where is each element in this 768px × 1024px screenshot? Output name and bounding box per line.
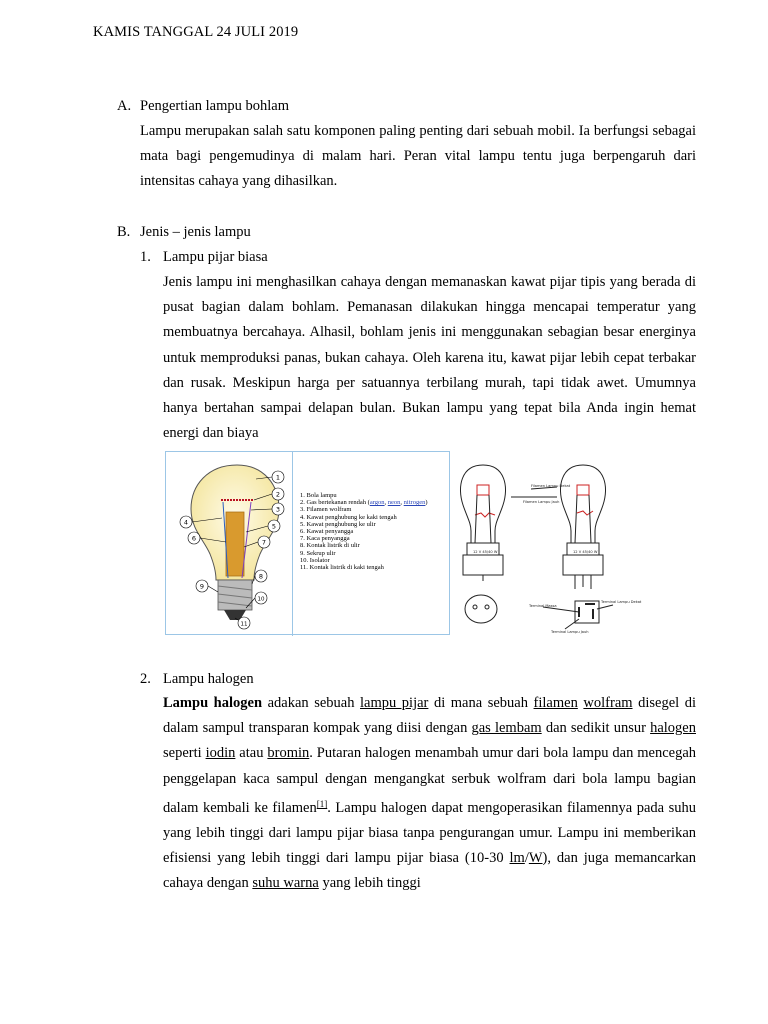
section-b-title: Jenis – jenis lampu — [140, 224, 251, 240]
callout-6: 6 — [191, 534, 197, 543]
legend-item: 9. Sekrup ulir — [300, 549, 336, 557]
callout-10: 10 — [257, 596, 265, 603]
headlamp-bulb-drawing — [453, 457, 642, 635]
link-lm[interactable]: lm — [509, 850, 525, 867]
label-terminal-dekat: Terminal Lampu Dekat — [601, 600, 642, 604]
callout-1: 1 — [275, 473, 281, 482]
link-bromin[interactable]: bromin — [267, 745, 310, 762]
section-a-title: Pengertian lampu bohlam — [140, 98, 289, 114]
callout-4: 4 — [183, 518, 189, 527]
section-a-paragraph: Lampu merupakan salah satu komponen paling penting dari sebuah mobil. Ia berfungsi sebagai mata bagi pengemudinya di malam hari. Peran vital lampu tentu juga berpengaruh dari intensitas cahaya yang dihasilkan. — [140, 123, 696, 190]
legend-item: 5. Kawat penghubung ke ulir — [300, 520, 376, 528]
incandescent-bulb-drawing — [166, 452, 292, 634]
callout-8: 8 — [258, 572, 264, 581]
legend-item: 4. Kawat penghubung ke kaki tengah — [300, 513, 397, 521]
item1-paragraph: Jenis lampu ini menghasilkan cahaya dengan memanaskan kawat pijar tipis yang berada di pusat bagian dalam bohlam. Pemanasan dilakukan hingga mencapai temperatur yang membuatnya bercahaya. Alhasil, bohlam jenis ini menggunakan sebagian besar energinya untuk memproduksi panas, bukan cahaya. Oleh karena itu, kawat pijar lebih cepat terbakar dan rusak. Meskipun harga per satuannya terbilang murah, tapi tidak awet. Umumnya hanya bertahan sampai delapan bulan. Bukan lampu yang tepat bila Anda ingin hemat energi dan biaya — [163, 274, 696, 442]
bulb-legend — [300, 492, 428, 571]
legend-link-nitrogen[interactable]: nitrogen — [403, 499, 426, 507]
label-watt-left: 12 V 45/40 W — [473, 550, 498, 554]
label-terminal-jauh: Terminal Lampu Jauh — [551, 630, 589, 634]
lamp-figure — [165, 451, 642, 638]
item2-paragraph: Lampu halogen adakan sebuah lampu pijar di mana sebuah filamen wolfram disegel di dalam sampul transparan kompak yang diisi dengan gas lembam dan sedikit unsur halogen seperti iodin atau bromin. Putaran halogen menambah umur dari bola lampu dan mencegah penggelapan kaca sampul dengan mengangkat serbuk wolfram dari bola lampu bagian dalam kembali ke filamen[1]. Lampu halogen dapat mengoperasikan filamennya pada suhu yang lebih tinggi dari lampu pijar biasa tanpa pengurangan umur. Lampu ini memberikan efisiensi yang lebih tinggi dari lampu pijar biasa (10-30 lm/W), dan juga memancarkan cahaya dengan suhu warna yang lebih tinggi — [163, 695, 697, 892]
callout-7: 7 — [261, 538, 267, 547]
callout-2: 2 — [275, 490, 281, 499]
link-halogen[interactable]: halogen — [650, 720, 696, 737]
legend-item: 6. Kawat penyangga — [300, 528, 354, 536]
halogen-bold-lead: Lampu halogen — [163, 695, 263, 711]
legend-link-neon[interactable]: neon — [387, 499, 401, 507]
legend-item: 8. Kontak listrik di ulir — [300, 542, 360, 550]
callout-3: 3 — [275, 505, 281, 514]
section-a-marker: A. — [117, 98, 132, 114]
legend-item: 1. Bola lampu — [300, 492, 337, 499]
link-gas-lembam[interactable]: gas lembam — [471, 720, 542, 737]
link-iodin[interactable]: iodin — [205, 745, 236, 762]
label-terminal-massa: Terminal Massa — [529, 604, 557, 608]
callout-9: 9 — [199, 582, 205, 591]
link-wolfram[interactable]: wolfram — [583, 695, 633, 711]
legend-item: 2. Gas bertekanan rendah (argon, neon, nitrogen) — [300, 499, 428, 507]
legend-link-argon[interactable]: argon — [369, 499, 385, 507]
legend-item: 7. Kaca penyangga — [300, 535, 350, 543]
legend-item: 3. Filamen wolfram — [300, 506, 352, 514]
link-lampu-pijar[interactable]: lampu pijar — [360, 695, 429, 711]
section-b-marker: B. — [117, 224, 131, 240]
legend-item: 10. Isolator — [300, 556, 330, 564]
item2-marker: 2. — [140, 671, 151, 687]
panel-divider — [292, 452, 293, 636]
page-header-date: KAMIS TANGGAL 24 JULI 2019 — [93, 24, 299, 40]
item2-title: Lampu halogen — [163, 671, 254, 687]
label-filamen-dekat: Filamen Lampu Dekat — [531, 484, 571, 488]
link-filamen[interactable]: filamen — [533, 695, 578, 711]
item1-marker: 1. — [140, 249, 151, 265]
link-w[interactable]: W — [528, 850, 543, 867]
legend-item: 11. Kontak listrik di kaki tengah — [300, 564, 384, 572]
item1-title: Lampu pijar biasa — [163, 249, 268, 265]
bulb-diagram-panel — [165, 451, 450, 635]
reference-link-1[interactable]: [1] — [316, 798, 328, 809]
label-watt-right: 12 V 45/40 W — [573, 550, 598, 554]
callout-5: 5 — [271, 522, 277, 531]
label-filamen-jauh: Filamen Lampu Jauh — [523, 500, 560, 504]
link-suhu-warna[interactable]: suhu warna — [252, 875, 319, 892]
callout-11: 11 — [240, 621, 248, 628]
